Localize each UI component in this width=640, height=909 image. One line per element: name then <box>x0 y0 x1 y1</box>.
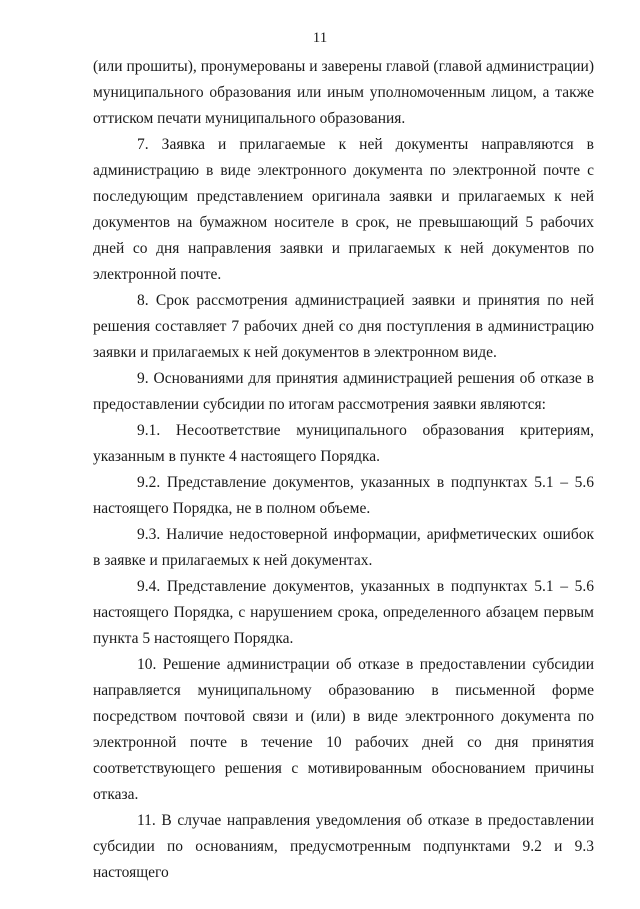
paragraph-9: 9. Основаниями для принятия администрацией решения об отказе в предоставлении субсидии по итогам рассмотрения заявки являются: <box>93 370 594 413</box>
paragraph-9-3: 9.3. Наличие недостоверной информации, арифметических ошибок в заявке и прилагаемых к ней документах. <box>93 526 594 569</box>
document-body <box>93 54 594 886</box>
page-number: 11 <box>312 30 328 46</box>
paragraph-9-4: 9.4. Представление документов, указанных в подпунктах 5.1 – 5.6 настоящего Порядка, с нарушением срока, определенного абзацем первым пункта 5 настоящего Порядка. <box>93 578 594 647</box>
paragraph-continuation: (или прошиты), пронумерованы и заверены главой (главой администрации) муниципального образования или иным уполномоченным лицом, а также оттиском печати муниципального образования. <box>93 58 594 127</box>
paragraph-7: 7. Заявка и прилагаемые к ней документы направляются в администрацию в виде электронного документа по электронной почте с последующим представлением оригинала заявки и прилагаемых к ней документов на бумажном носителе в срок, не превышающий 5 рабочих дней со дня направления заявки и прилагаемых к ней документов по электронной почте. <box>93 136 594 283</box>
paragraph-10: 10. Решение администрации об отказе в предоставлении субсидии направляется муниципальному образованию в письменной форме посредством почтовой связи и (или) в виде электронного документа по электронной почте в течение 10 рабочих дней со дня принятия соответствующего решения с мотивированным обоснованием причины отказа. <box>93 656 594 803</box>
paragraph-9-2: 9.2. Представление документов, указанных в подпунктах 5.1 – 5.6 настоящего Порядка, не в полном объеме. <box>93 474 594 517</box>
paragraph-8: 8. Срок рассмотрения администрацией заявки и принятия по ней решения составляет 7 рабочих дней со дня поступления в администрацию заявки и прилагаемых к ней документов в электронном виде. <box>93 292 594 361</box>
paragraph-11: 11. В случае направления уведомления об отказе в предоставлении субсидии по основаниям, предусмотренным подпунктами 9.2 и 9.3 настоящего <box>93 812 594 881</box>
paragraph-9-1: 9.1. Несоответствие муниципального образования критериям, указанным в пункте 4 настоящего Порядка. <box>93 422 594 465</box>
